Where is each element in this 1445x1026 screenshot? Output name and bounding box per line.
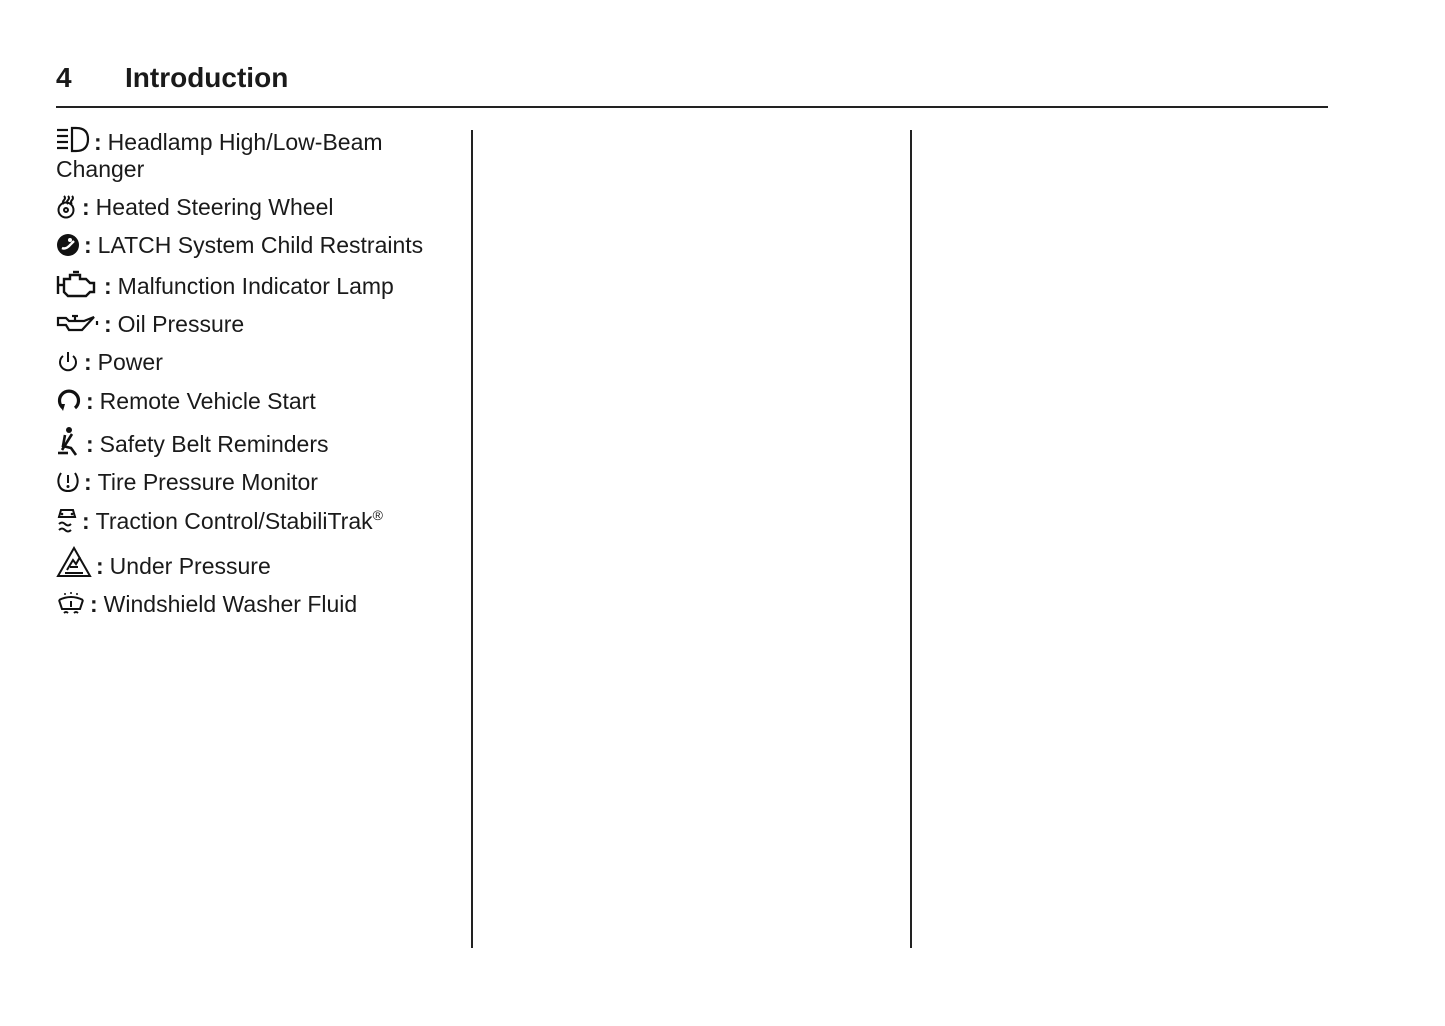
registered-mark: ® [372,507,383,523]
list-item: : Windshield Washer Fluid [56,591,461,618]
list-item: : Power [56,349,461,376]
symbol-list [56,126,461,629]
item-label: Tire Pressure Monitor [97,469,318,495]
list-item: : Oil Pressure [56,311,461,338]
power-icon [56,350,80,374]
list-item: : LATCH System Child Restraints [56,232,461,259]
list-item: : Under Pressure [56,546,461,580]
list-item: : Remote Vehicle Start [56,387,461,415]
section-title: Introduction [125,62,289,93]
item-label: Safety Belt Reminders [99,431,329,457]
item-label: Remote Vehicle Start [99,388,316,414]
list-item: : Malfunction Indicator Lamp [56,270,461,300]
item-label: Headlamp High/Low-Beam Changer [56,129,383,182]
list-item: : Tire Pressure Monitor [56,469,461,496]
seat-belt-icon [56,426,82,456]
oil-can-icon [56,312,100,336]
traction-control-icon [56,507,78,533]
engine-malfunction-icon [56,270,100,298]
latch-child-restraint-icon [56,233,80,257]
list-item: : Safety Belt Reminders [56,426,461,458]
tire-pressure-icon [56,470,80,494]
list-item: : Heated Steering Wheel [56,194,461,221]
item-label: Heated Steering Wheel [95,194,334,220]
item-label: LATCH System Child Restraints [97,232,424,258]
page-number: 4 [56,62,72,93]
remote-start-icon [56,387,82,413]
item-label: Oil Pressure [117,311,245,337]
heated-steering-wheel-icon [56,195,78,219]
item-label: Windshield Washer Fluid [103,591,358,617]
item-label: Power [97,349,163,375]
list-item: : Headlamp High/Low-Beam Changer [56,126,461,183]
column-divider-1 [471,130,473,948]
item-label: Malfunction Indicator Lamp [117,273,394,299]
list-item: : Traction Control/StabiliTrak® [56,507,461,535]
item-label: Under Pressure [109,553,271,579]
headlamp-high-low-beam-icon [56,126,90,154]
page-header [56,58,1328,108]
column-divider-2 [910,130,912,948]
item-label: Traction Control/StabiliTrak [95,508,373,534]
washer-fluid-icon [56,592,86,616]
under-pressure-warning-icon [56,546,92,578]
